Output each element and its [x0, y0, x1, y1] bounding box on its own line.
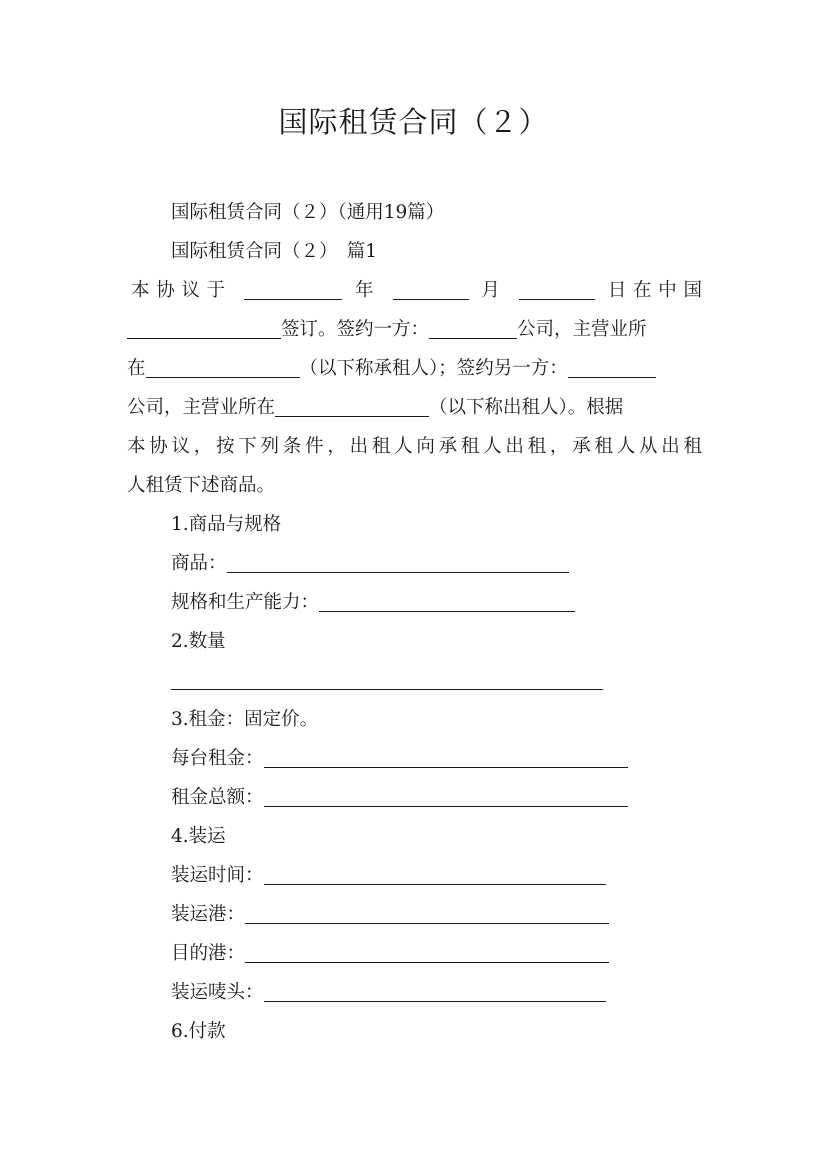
section-heading: 1.商品与规格 — [171, 514, 282, 535]
intro-text: 在 — [127, 358, 146, 379]
field-unit-rent — [127, 739, 702, 778]
field-label: 租金总额： — [171, 787, 264, 808]
blank-unit-rent — [264, 747, 628, 768]
section-heading: 6.付款 — [171, 1021, 226, 1042]
intro-line-5: 本协议，按下列条件，出租人向承租人出租，承租人从出租 — [127, 436, 702, 457]
intro-text: 年 — [355, 280, 381, 301]
blank-spec — [319, 591, 575, 612]
field-total-rent — [127, 778, 702, 817]
intro-text: 公司，主营业所 — [517, 319, 647, 340]
blank-ship-mark — [264, 981, 606, 1002]
blank-quantity — [171, 669, 603, 690]
field-goods — [127, 544, 702, 583]
field-dest-port — [127, 934, 702, 973]
blank-month — [393, 279, 469, 300]
blank-ship-port — [245, 903, 609, 924]
intro-text: 月 — [481, 280, 507, 301]
field-ship-mark — [127, 973, 702, 1012]
blank-day — [519, 279, 595, 300]
part-heading: 国际租赁合同（２） 篇1 — [171, 241, 378, 262]
intro-text: 签订。签约一方： — [281, 319, 430, 340]
intro-line-4 — [127, 388, 702, 427]
blank-sign-place — [127, 318, 281, 339]
blank-lessor-address — [275, 396, 429, 417]
subtitle: 国际租赁合同（２）（通用19篇） — [171, 202, 445, 223]
intro-line-6: 人租赁下述商品。 — [127, 475, 276, 496]
intro-text: （以下称承租人）；签约另一方： — [299, 358, 568, 379]
blank-party-a — [429, 318, 517, 339]
intro-text: 本协议于 — [131, 280, 232, 301]
field-label: 商品： — [171, 553, 227, 574]
field-label: 装运唛头： — [171, 982, 264, 1003]
document-body — [127, 193, 702, 1051]
blank-ship-time — [264, 864, 606, 885]
intro-text: （以下称出租人）。根据 — [429, 397, 624, 418]
field-ship-time — [127, 856, 702, 895]
intro-text: 公司，主营业所在 — [127, 397, 276, 418]
section-heading: 2.数量 — [171, 631, 226, 652]
field-quantity — [127, 661, 702, 700]
field-ship-port — [127, 895, 702, 934]
field-label: 装运港： — [171, 904, 246, 925]
section-heading: 4.装运 — [171, 826, 226, 847]
field-label: 每台租金： — [171, 748, 264, 769]
field-label: 规格和生产能力： — [171, 592, 320, 613]
blank-lessee-address — [146, 357, 300, 378]
blank-party-b — [568, 357, 656, 378]
intro-line-3 — [127, 349, 702, 388]
field-label: 目的港： — [171, 943, 246, 964]
intro-text: 日在中国 — [607, 280, 702, 301]
section-heading: 3.租金：固定价。 — [171, 709, 319, 730]
blank-total-rent — [264, 786, 628, 807]
intro-line-1 — [127, 271, 702, 310]
document-title: 国际租赁合同（２） — [278, 105, 549, 139]
blank-year — [244, 279, 342, 300]
blank-dest-port — [245, 942, 609, 963]
blank-goods — [227, 552, 569, 573]
field-label: 装运时间： — [171, 865, 264, 886]
intro-line-2 — [127, 310, 702, 349]
field-spec — [127, 583, 702, 622]
